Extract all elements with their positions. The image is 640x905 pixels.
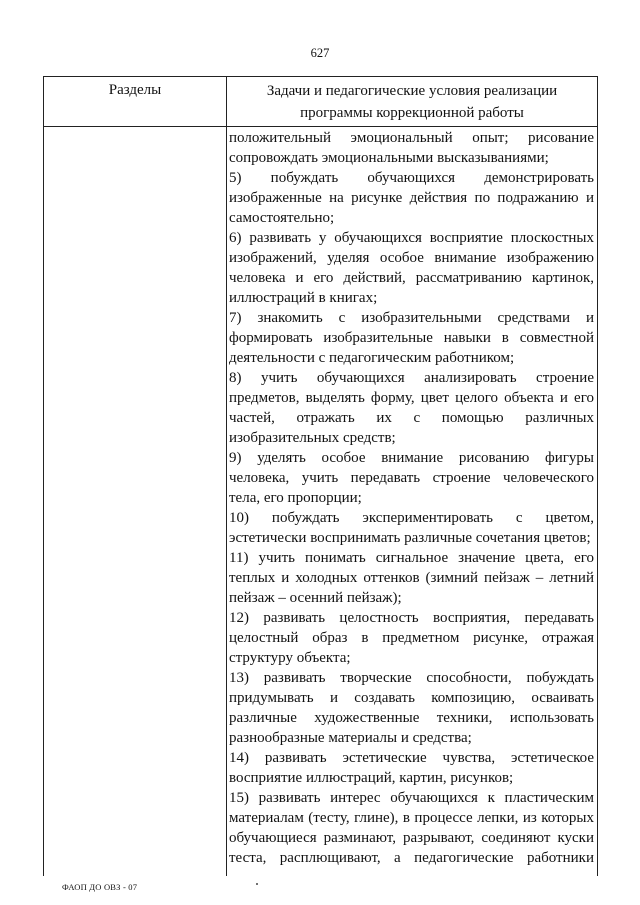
column-divider xyxy=(226,77,227,876)
task-paragraph: положительный эмоциональный опыт; рисование сопровождать эмоциональными высказываниями; xyxy=(229,130,594,166)
tasks-cell xyxy=(229,128,594,868)
task-paragraph: 15) развивать интерес обучающихся к пластическим материалам (тесту, глине), в процессе лепки, из которых обучающиеся разминают, разрывают, соединяют куски теста, расплющивают, а педагогические работники xyxy=(229,790,594,866)
task-paragraph: 10) побуждать экспериментировать с цветом, эстетически воспринимать различные сочетания цветов; xyxy=(229,510,594,546)
table-header-row xyxy=(44,77,597,127)
task-paragraph: 7) знакомить с изобразительными средствами и формировать изобразительные навыки в совместной деятельности с педагогическим работником; xyxy=(229,310,594,366)
scan-speck xyxy=(256,883,258,885)
task-paragraph: 6) развивать у обучающихся восприятие плоскостных изображений, уделяя особое внимание изображению человека и его действий, рассматриванию картинок, иллюстраций в книгах; xyxy=(229,230,594,306)
page-number: 627 xyxy=(310,46,330,60)
task-paragraph: 8) учить обучающихся анализировать строение предметов, выделять форму, цвет целого объекта и его частей, отражать их с помощью различных изобразительных средств; xyxy=(229,370,594,446)
task-paragraph: 9) уделять особое внимание рисованию фигуры человека, учить передавать строение человеческого тела, его пропорции; xyxy=(229,450,594,506)
header-tasks-line-2: программы коррекционной работы xyxy=(300,105,524,121)
header-sections: Разделы xyxy=(108,82,162,98)
header-tasks-line-1: Задачи и педагогические условия реализации xyxy=(266,83,558,99)
task-paragraph: 12) развивать целостность восприятия, передавать целостный образ в предметном рисунке, отражая структуру объекта; xyxy=(229,610,594,666)
correction-program-table xyxy=(43,76,598,876)
task-paragraph: 14) развивать эстетические чувства, эстетическое восприятие иллюстраций, картин, рисунков; xyxy=(229,750,594,786)
footer-doc-code: ФАОП ДО ОВЗ - 07 xyxy=(62,882,138,892)
task-paragraph: 11) учить понимать сигнальное значение цвета, его теплых и холодных оттенков (зимний пейзаж – летний пейзаж – осенний пейзаж); xyxy=(229,550,594,606)
task-paragraph: 13) развивать творческие способности, побуждать придумывать и создавать композицию, осваивать различные художественные техники, использовать разнообразные материалы и средства; xyxy=(229,670,594,746)
header-tasks xyxy=(227,80,597,124)
task-paragraph: 5) побуждать обучающихся демонстрировать изображенные на рисунке действия по подражанию и самостоятельно; xyxy=(229,170,594,226)
